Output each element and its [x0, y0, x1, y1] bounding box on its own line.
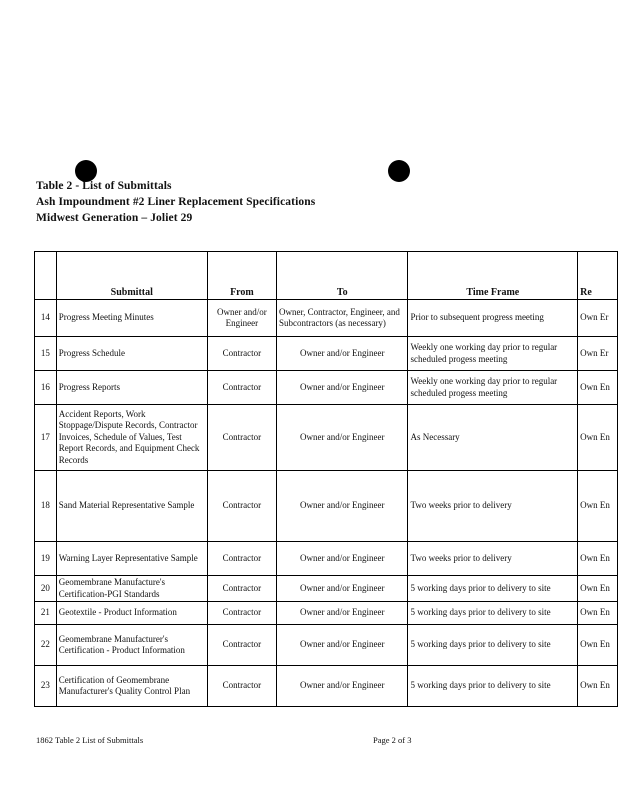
header-from: From — [207, 252, 276, 300]
submittal-cell: Sand Material Representative Sample — [56, 471, 207, 542]
submittal-cell: Geotextile - Product Information — [56, 602, 207, 625]
site-title: Midwest Generation – Joliet 29 — [36, 212, 193, 224]
header-submittal: Submittal — [56, 252, 207, 300]
submittal-cell: Accident Reports, Work Stoppage/Dispute Records, Contractor Invoices, Schedule of Values, Test Report Records, and Equipment Check Records — [56, 405, 207, 471]
document-title: Ash Impoundment #2 Liner Replacement Specifications — [36, 196, 316, 208]
footer-filename: 1862 Table 2 List of Submittals — [36, 735, 144, 745]
submittal-cell: Progress Reports — [56, 371, 207, 405]
time-frame-cell: 5 working days prior to delivery to site — [408, 666, 578, 707]
reviewer-cell: Own En — [578, 371, 618, 405]
from-cell: Contractor — [207, 576, 276, 602]
table-row — [35, 542, 618, 576]
time-frame-cell: 5 working days prior to delivery to site — [408, 625, 578, 666]
time-frame-cell: 5 working days prior to delivery to site — [408, 576, 578, 602]
submittal-cell: Progress Meeting Minutes — [56, 300, 207, 337]
footer-page-number: Page 2 of 3 — [373, 735, 412, 745]
header-reviewer: Re — [578, 252, 618, 300]
from-cell: Contractor — [207, 602, 276, 625]
punch-hole-left — [75, 160, 97, 182]
from-cell: Owner and/or Engineer — [207, 300, 276, 337]
row-number: 15 — [35, 337, 57, 371]
from-cell: Contractor — [207, 666, 276, 707]
row-number: 20 — [35, 576, 57, 602]
to-cell: Owner and/or Engineer — [276, 405, 407, 471]
header-time-frame: Time Frame — [408, 252, 578, 300]
row-number: 19 — [35, 542, 57, 576]
submittal-cell: Geomembrane Manufacture's Certification-PGI Standards — [56, 576, 207, 602]
table-row — [35, 337, 618, 371]
submittal-cell: Certification of Geomembrane Manufacturer's Quality Control Plan — [56, 666, 207, 707]
submittals-table — [34, 251, 618, 707]
reviewer-cell: Own En — [578, 625, 618, 666]
reviewer-cell: Own Er — [578, 300, 618, 337]
to-cell: Owner and/or Engineer — [276, 371, 407, 405]
time-frame-cell: Weekly one working day prior to regular scheduled progess meeting — [408, 337, 578, 371]
table-row — [35, 602, 618, 625]
to-cell: Owner, Contractor, Engineer, and Subcontractors (as necessary) — [276, 300, 407, 337]
table-row — [35, 625, 618, 666]
time-frame-cell: 5 working days prior to delivery to site — [408, 602, 578, 625]
row-number: 21 — [35, 602, 57, 625]
to-cell: Owner and/or Engineer — [276, 542, 407, 576]
header-to: To — [276, 252, 407, 300]
from-cell: Contractor — [207, 542, 276, 576]
time-frame-cell: Two weeks prior to delivery — [408, 542, 578, 576]
submittal-cell: Geomembrane Manufacturer's Certification - Product Information — [56, 625, 207, 666]
from-cell: Contractor — [207, 371, 276, 405]
from-cell: Contractor — [207, 405, 276, 471]
time-frame-cell: Prior to subsequent progress meeting — [408, 300, 578, 337]
table-title: Table 2 - List of Submittals — [36, 180, 172, 192]
reviewer-cell: Own En — [578, 542, 618, 576]
table-row — [35, 371, 618, 405]
reviewer-cell: Own En — [578, 666, 618, 707]
time-frame-cell: Two weeks prior to delivery — [408, 471, 578, 542]
to-cell: Owner and/or Engineer — [276, 625, 407, 666]
submittal-cell: Warning Layer Representative Sample — [56, 542, 207, 576]
to-cell: Owner and/or Engineer — [276, 666, 407, 707]
table-row — [35, 300, 618, 337]
from-cell: Contractor — [207, 337, 276, 371]
table-header-row — [35, 252, 618, 300]
punch-hole-right — [388, 160, 410, 182]
reviewer-cell: Own En — [578, 576, 618, 602]
row-number: 23 — [35, 666, 57, 707]
reviewer-cell: Own En — [578, 602, 618, 625]
table-row — [35, 405, 618, 471]
row-number: 22 — [35, 625, 57, 666]
reviewer-cell: Own En — [578, 471, 618, 542]
to-cell: Owner and/or Engineer — [276, 602, 407, 625]
from-cell: Contractor — [207, 625, 276, 666]
row-number: 17 — [35, 405, 57, 471]
submittal-cell: Progress Schedule — [56, 337, 207, 371]
time-frame-cell: Weekly one working day prior to regular scheduled progess meeting — [408, 371, 578, 405]
to-cell: Owner and/or Engineer — [276, 471, 407, 542]
header-number — [35, 252, 57, 300]
from-cell: Contractor — [207, 471, 276, 542]
reviewer-cell: Own Er — [578, 337, 618, 371]
row-number: 14 — [35, 300, 57, 337]
row-number: 16 — [35, 371, 57, 405]
table-row — [35, 666, 618, 707]
time-frame-cell: As Necessary — [408, 405, 578, 471]
table-row — [35, 576, 618, 602]
table-row — [35, 471, 618, 542]
to-cell: Owner and/or Engineer — [276, 337, 407, 371]
row-number: 18 — [35, 471, 57, 542]
reviewer-cell: Own En — [578, 405, 618, 471]
to-cell: Owner and/or Engineer — [276, 576, 407, 602]
